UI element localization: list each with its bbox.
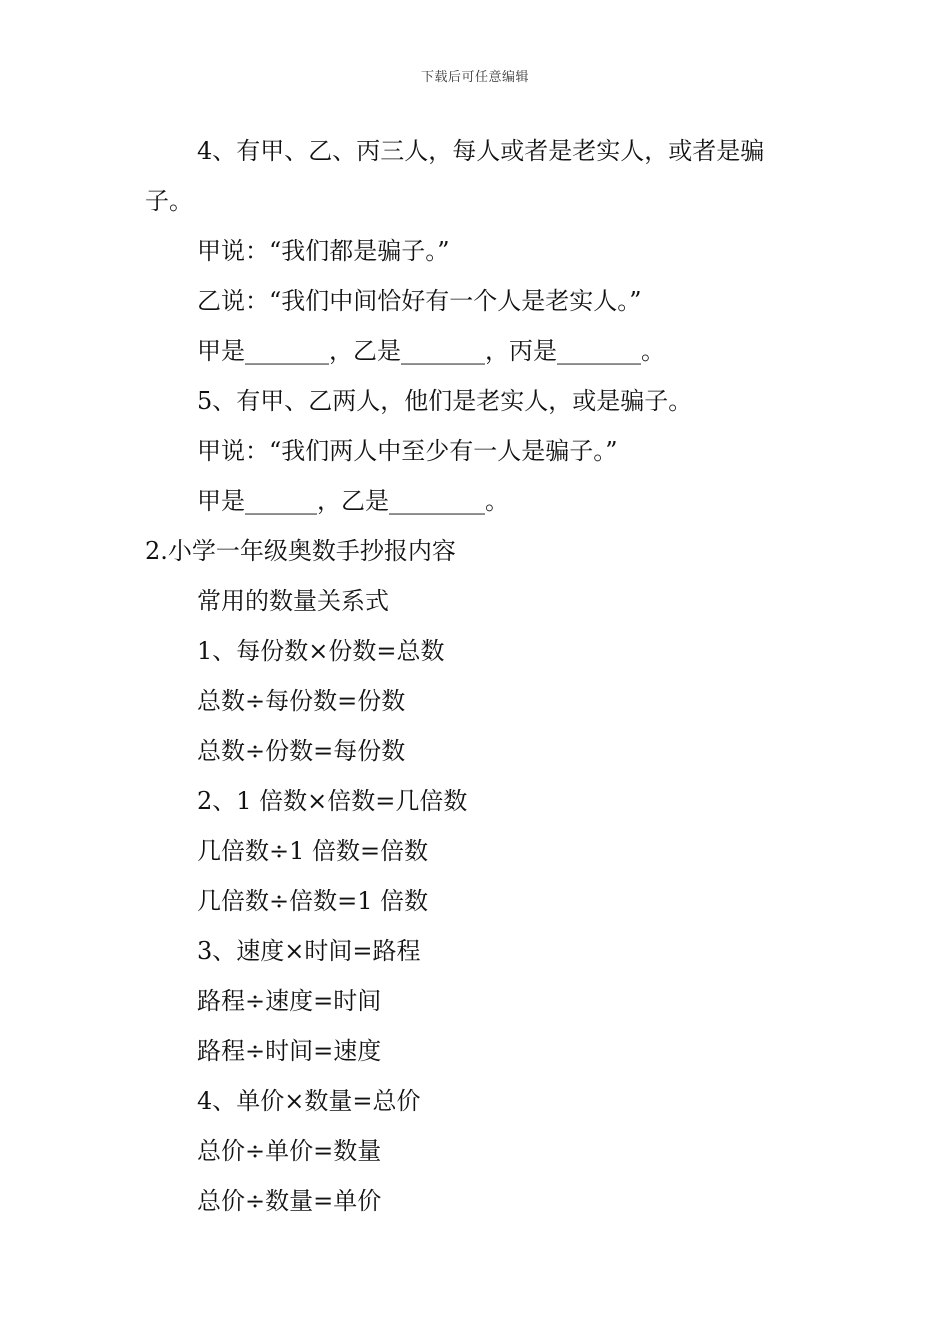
paragraph-line: 甲是_______，乙是_______，丙是_______。	[197, 337, 665, 365]
paragraph-line: 4、有甲、乙、丙三人，每人或者是老实人，或者是骗	[197, 137, 765, 165]
section-heading: 2.小学一年级奥数手抄报内容	[145, 537, 456, 565]
formula-line: 总价÷数量=单价	[197, 1187, 382, 1215]
formula-line: 4、单价×数量=总价	[197, 1087, 421, 1115]
paragraph-line: 常用的数量关系式	[197, 587, 389, 615]
formula-line: 总数÷份数=每份数	[197, 737, 406, 765]
formula-line: 1、每份数×份数=总数	[197, 637, 445, 665]
paragraph-line: 5、有甲、乙两人，他们是老实人，或是骗子。	[197, 387, 693, 415]
formula-line: 3、速度×时间=路程	[197, 937, 421, 965]
formula-line: 总价÷单价=数量	[197, 1137, 382, 1165]
paragraph-line: 甲说：“我们两人中至少有一人是骗子。”	[197, 437, 618, 465]
formula-line: 几倍数÷倍数=1 倍数	[197, 887, 429, 915]
paragraph-line: 甲是______，乙是________。	[197, 487, 509, 515]
paragraph-line: 甲说：“我们都是骗子。”	[197, 237, 450, 265]
formula-line: 2、1 倍数×倍数=几倍数	[197, 787, 468, 815]
formula-line: 路程÷时间=速度	[197, 1037, 382, 1065]
paragraph-line: 乙说：“我们中间恰好有一个人是老实人。”	[197, 287, 642, 315]
formula-line: 几倍数÷1 倍数=倍数	[197, 837, 429, 865]
formula-line: 总数÷每份数=份数	[197, 687, 406, 715]
page-header: 下载后可任意编辑	[420, 70, 529, 85]
paragraph-line: 子。	[145, 187, 193, 215]
formula-line: 路程÷速度=时间	[197, 987, 382, 1015]
document-body	[145, 126, 810, 1226]
